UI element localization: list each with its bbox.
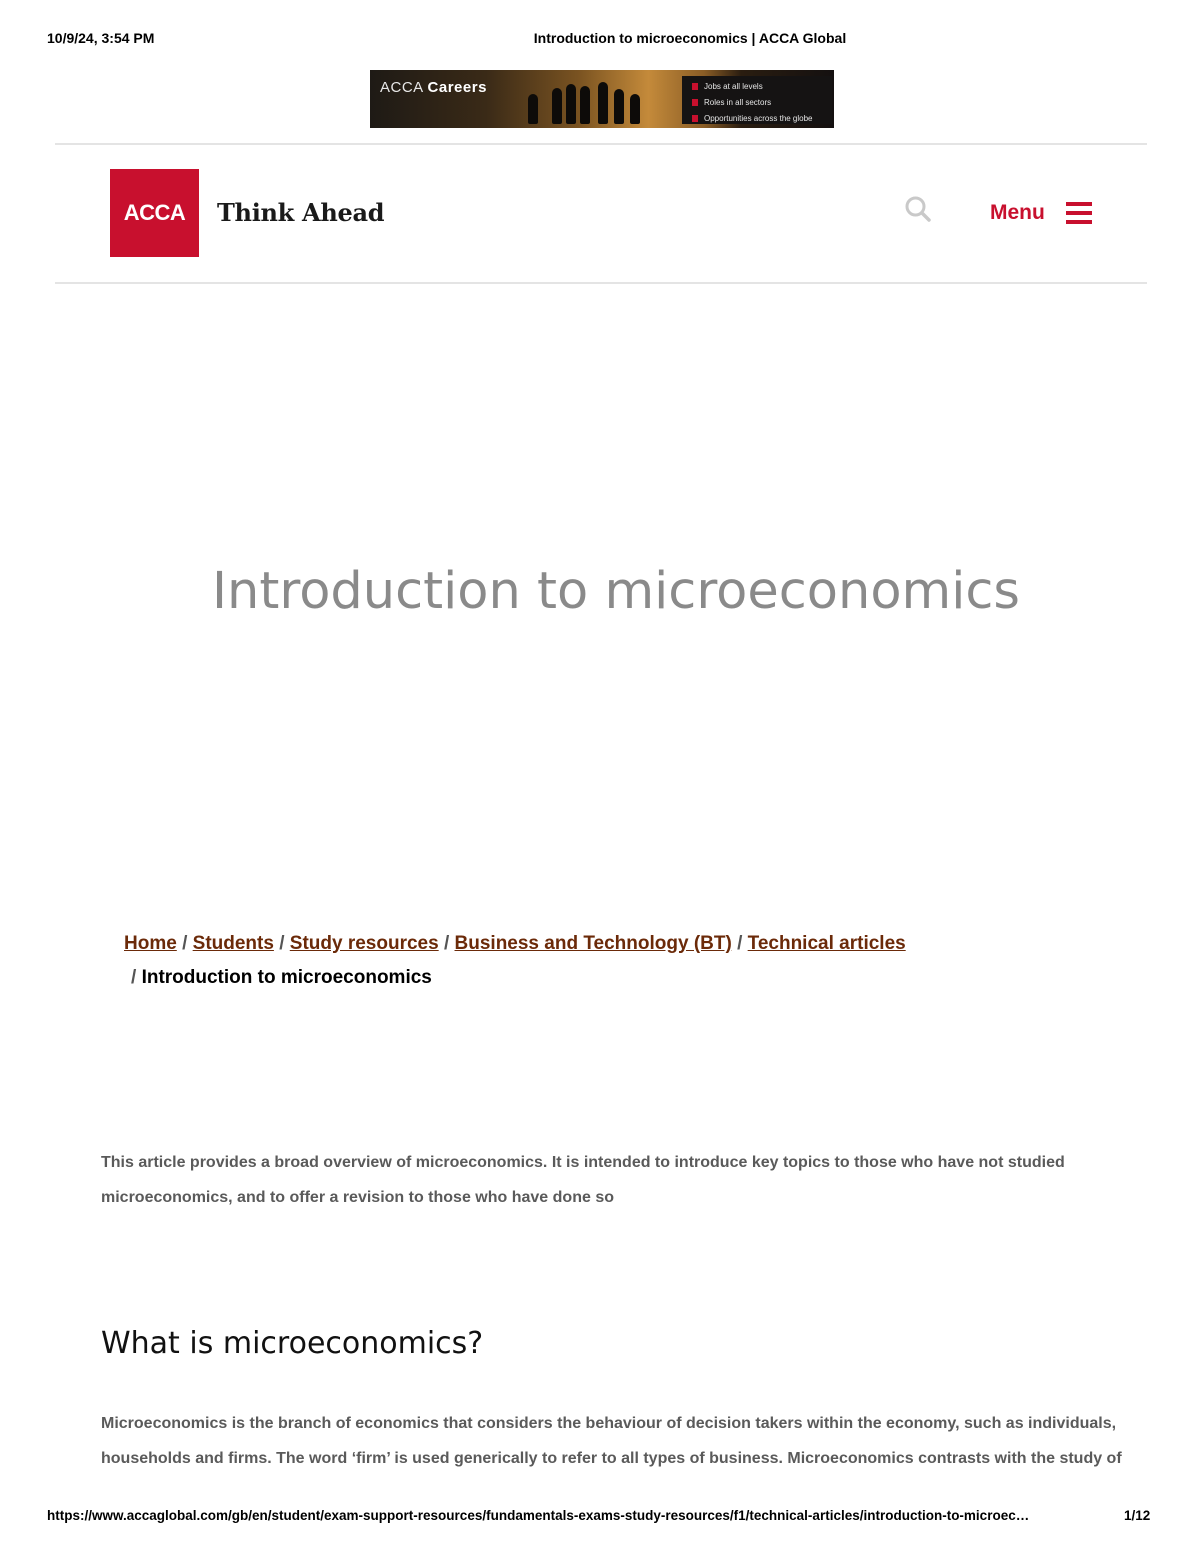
section-heading: What is microeconomics? bbox=[101, 1326, 484, 1361]
hamburger-menu-icon bbox=[1066, 202, 1092, 224]
breadcrumb-link-study-resources[interactable]: Study resources bbox=[289, 933, 439, 954]
article-intro: This article provides a broad overview of microeconomics. It is intended to introduce key topics to those who have not studied microeconomics, and to offer a revision to those who have done so bbox=[101, 1154, 1065, 1206]
careers-banner[interactable] bbox=[370, 70, 834, 128]
print-header bbox=[0, 30, 1200, 50]
breadcrumb-separator: / bbox=[737, 933, 743, 954]
breadcrumb-link-students[interactable]: Students bbox=[192, 933, 274, 954]
banner-brand-bold: Careers bbox=[427, 79, 487, 96]
print-footer bbox=[0, 1508, 1200, 1528]
breadcrumb-link-home[interactable]: Home bbox=[124, 933, 177, 954]
header-top-divider bbox=[55, 143, 1147, 145]
tagline: Think Ahead bbox=[217, 198, 385, 227]
print-date: 10/9/24, 3:54 PM bbox=[47, 30, 155, 46]
banner-list-item: Jobs at all levels bbox=[692, 79, 832, 95]
breadcrumb-link-technical-articles[interactable]: Technical articles bbox=[747, 933, 906, 954]
breadcrumb-current: Introduction to microeconomics bbox=[141, 967, 432, 988]
page-number: 1/12 bbox=[1124, 1508, 1151, 1523]
banner-brand-light: ACCA bbox=[380, 79, 423, 96]
acca-logo[interactable] bbox=[110, 169, 199, 257]
banner-people-image bbox=[510, 70, 670, 128]
breadcrumb-link-business-and-technology[interactable]: Business and Technology (BT) bbox=[454, 933, 732, 954]
menu-button[interactable] bbox=[990, 199, 1092, 227]
banner-brand bbox=[380, 79, 487, 96]
breadcrumb-separator: / bbox=[131, 967, 137, 988]
breadcrumb-separator: / bbox=[182, 933, 188, 954]
breadcrumb-current-line bbox=[131, 967, 432, 989]
search-button[interactable] bbox=[904, 195, 932, 223]
breadcrumb bbox=[124, 932, 906, 956]
banner-list-item: Opportunities across the globe bbox=[692, 111, 832, 127]
breadcrumb-separator: / bbox=[443, 933, 450, 954]
breadcrumb-separator: / bbox=[279, 933, 285, 954]
menu-label: Menu bbox=[990, 201, 1045, 224]
banner-list bbox=[682, 76, 832, 124]
article-paragraph: Microeconomics is the branch of economics that considers the behaviour of decision takers within the economy, such as individuals, households and firms. The word ‘firm’ is used generically to refer to all types of business. Microeconomics contrasts with the study of bbox=[101, 1415, 1122, 1467]
search-icon bbox=[904, 195, 932, 223]
page-url: https://www.accaglobal.com/gb/en/student/exam-support-resources/fundamentals-exams-study-resources/f1/technical-articles/introduction-to-microec… bbox=[47, 1508, 1030, 1523]
page-title: Introduction to microeconomics bbox=[211, 562, 1020, 621]
header-bottom-divider bbox=[55, 282, 1147, 284]
print-page-title: Introduction to microeconomics | ACCA Global bbox=[533, 30, 847, 46]
logo-text: ACCA bbox=[123, 200, 186, 225]
banner-list-item: Roles in all sectors bbox=[692, 95, 832, 111]
